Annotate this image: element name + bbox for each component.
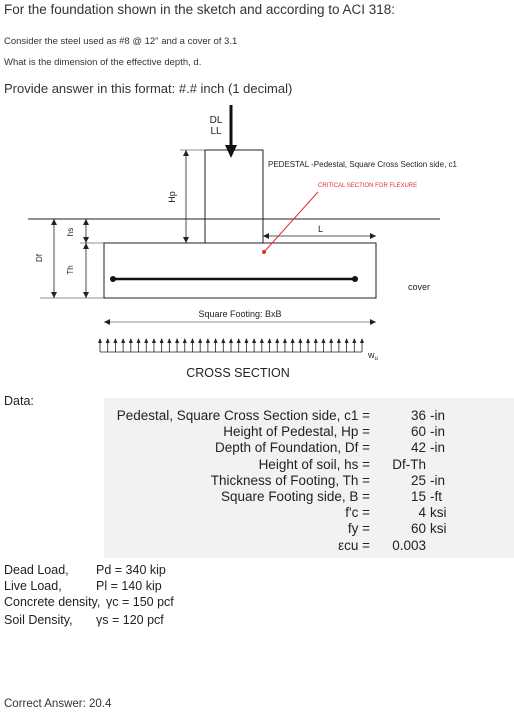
data-row-value: 42 [410, 440, 426, 456]
data-row-unit: -in [430, 472, 446, 488]
data-row-label: εcu = [338, 537, 370, 553]
pressure-arrow-head [167, 338, 171, 343]
pressure-arrow-head [298, 338, 302, 343]
rebar-end-left [110, 276, 116, 282]
pressure-arrow-head [160, 338, 164, 343]
pressure-arrow-head [175, 338, 179, 343]
pressure-arrow-head [183, 338, 187, 343]
critical-section-label: CRITICAL SECTION FOR FLEXURE [318, 183, 418, 189]
live-load-value: Pl = 140 kip [96, 579, 162, 593]
data-row-label: Pedestal, Square Cross Section side, c1 = [116, 408, 370, 423]
footing-outline [104, 243, 376, 298]
pressure-arrow-head [275, 338, 279, 343]
pedestal-label: PEDESTAL -Pedestal, Square Cross Section side, c1 [268, 160, 457, 169]
question-line-4: Provide answer in this format: #.# inch (1 decimal) [4, 81, 293, 96]
pressure-arrow-head [198, 338, 202, 343]
cover-label: cover [408, 282, 431, 292]
dl-label: DL [209, 115, 223, 126]
pressure-arrow-head [98, 338, 102, 343]
question-line-3: What is the dimension of the effective depth, d. [4, 57, 202, 68]
concrete-density-value: γc = 150 pcf [106, 595, 174, 609]
pressure-arrow-head [291, 338, 295, 343]
dead-load-value: Pd = 340 kip [96, 563, 166, 577]
pressure-arrow-head [360, 338, 364, 343]
pressure-arrow-head [221, 338, 225, 343]
df-label: Df [35, 254, 44, 262]
data-row-label: fy = [347, 521, 370, 537]
pressure-arrow-head [237, 338, 241, 343]
pressure-arrow-head [283, 338, 287, 343]
th-label: Th [66, 265, 75, 275]
data-row-unit: -in [430, 440, 446, 456]
pressure-arrow-head [268, 338, 272, 343]
soil-density-label: Soil Density, [4, 613, 73, 627]
data-row-label: Thickness of Footing, Th = [210, 472, 370, 488]
hp-label: Hp [167, 191, 177, 203]
data-row-unit: ksi [430, 505, 447, 521]
pressure-arrow-head [113, 338, 117, 343]
rebar-end-right [352, 276, 358, 282]
data-row-value: 60 [410, 521, 426, 537]
pressure-arrow-head [329, 338, 333, 343]
data-row-label: Height of Pedestal, Hp = [223, 424, 370, 440]
pressure-arrow-head [244, 338, 248, 343]
data-title: Data: [4, 394, 34, 408]
data-row-value: Df-Th [392, 456, 426, 472]
load-arrow-head [225, 145, 237, 158]
data-row-value: 25 [410, 472, 426, 488]
pedestal-outline [205, 150, 263, 243]
pressure-arrow-head [321, 338, 325, 343]
data-row-value: 0.003 [392, 537, 426, 553]
data-row-unit: -in [430, 424, 446, 440]
pressure-arrow-head [352, 338, 356, 343]
pressure-arrow-head [214, 338, 218, 343]
pressure-arrow-head [252, 338, 256, 343]
footing-label: Square Footing: BxB [198, 309, 282, 319]
pressure-arrow-head [206, 338, 210, 343]
soil-pressure-arrows [98, 338, 364, 352]
data-row-unit: ksi [430, 521, 447, 537]
pressure-arrow-head [137, 338, 141, 343]
pressure-arrow-head [314, 338, 318, 343]
dead-load-label: Dead Load, [4, 563, 69, 577]
data-row-value: 15 [410, 489, 426, 504]
hs-label: hs [66, 227, 75, 237]
pressure-arrow-head [345, 338, 349, 343]
ll-label: LL [210, 126, 222, 137]
data-row-label: Height of soil, hs = [258, 456, 370, 472]
pressure-arrow-head [260, 338, 264, 343]
pressure-arrow-head [190, 338, 194, 343]
pressure-arrow-head [152, 338, 156, 343]
data-row-label: Depth of Foundation, Df = [215, 440, 370, 456]
pressure-arrow-head [121, 338, 125, 343]
data-row-unit: -in [430, 408, 446, 423]
wu-label: $w_u$ [368, 350, 378, 362]
question-line-1: For the foundation shown in the sketch and according to ACI 318: [4, 2, 395, 17]
data-row-label: Square Footing side, B = [221, 489, 370, 504]
data-row-label: f'c = [345, 505, 370, 521]
data-row-value: 60 [410, 424, 426, 440]
data-row-value: 36 [410, 408, 426, 423]
pressure-arrow-head [106, 338, 110, 343]
pressure-arrow-head [337, 338, 341, 343]
pressure-arrow-head [229, 338, 233, 343]
cross-section-title: CROSS SECTION [186, 366, 290, 380]
l-label: L [318, 224, 324, 234]
pressure-arrow-head [306, 338, 310, 343]
correct-answer: Correct Answer: 20.4 [4, 698, 112, 710]
pressure-arrow-head [144, 338, 148, 343]
question-line-2: Consider the steel used as #8 @ 12" and a cover of 3.1 [4, 36, 238, 47]
data-row-unit: -ft [430, 489, 442, 504]
concrete-density-label: Concrete density, [4, 595, 101, 609]
data-row-value: 4 [418, 505, 426, 521]
data-panel [104, 398, 514, 558]
live-load-label: Live Load, [4, 579, 62, 593]
soil-density-value: γs = 120 pcf [96, 613, 164, 627]
pressure-arrow-head [129, 338, 133, 343]
